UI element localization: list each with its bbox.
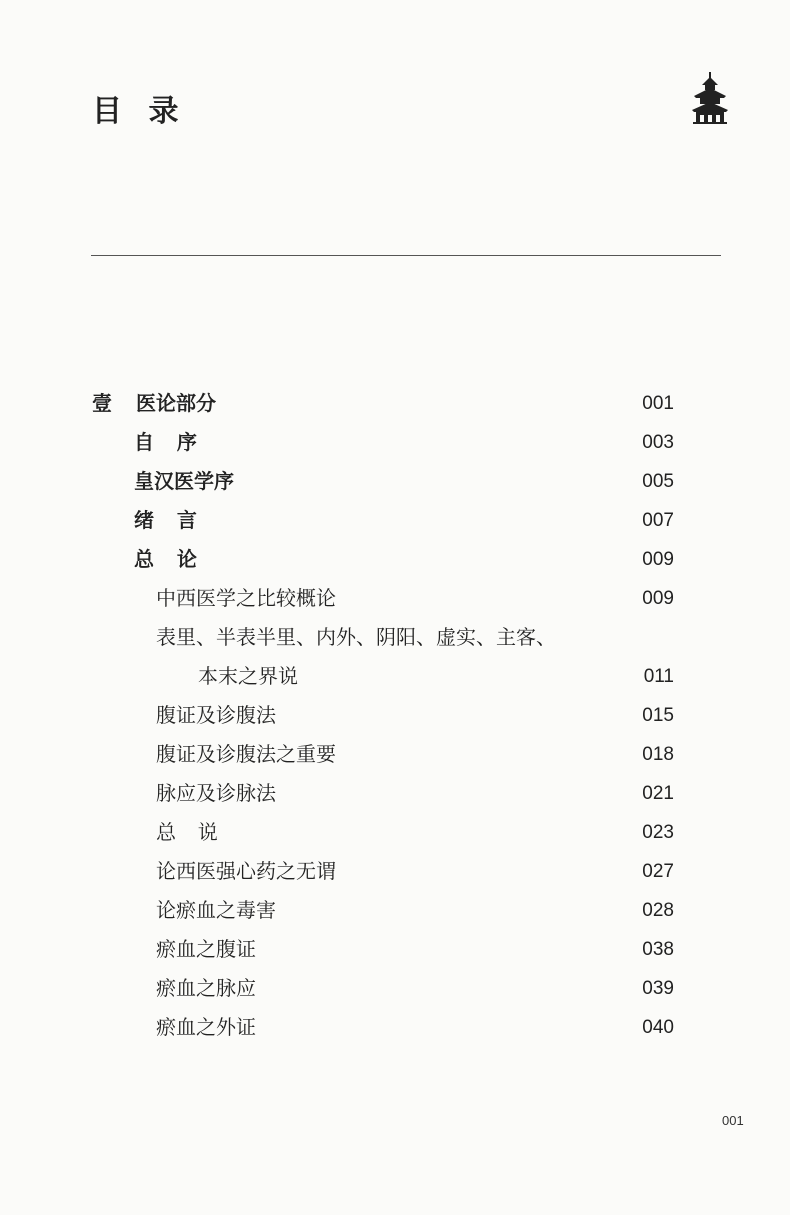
entry-label: 论瘀血之毒害 <box>156 898 276 922</box>
entry-label: 本末之界说 <box>198 664 298 688</box>
toc-entry[interactable] <box>0 540 790 579</box>
toc-entry[interactable] <box>0 618 790 657</box>
entry-label: 腹证及诊腹法 <box>156 703 276 727</box>
toc-entry[interactable] <box>0 423 790 462</box>
entry-label: 总 说 <box>156 820 221 844</box>
entry-page: 038 <box>642 939 674 960</box>
toc-entry[interactable] <box>0 813 790 852</box>
entry-label: 皇汉医学序 <box>134 469 234 493</box>
entry-label: 瘀血之腹证 <box>156 937 256 961</box>
pagoda-icon <box>690 72 730 124</box>
toc-entry[interactable] <box>0 696 790 735</box>
entry-page: 018 <box>642 744 674 765</box>
toc-entry[interactable] <box>0 852 790 891</box>
entry-label: 自 序 <box>134 430 200 454</box>
toc-entry[interactable] <box>0 501 790 540</box>
page-number: 001 <box>722 1113 744 1128</box>
toc-entry[interactable] <box>0 1008 790 1047</box>
toc-entry[interactable] <box>0 579 790 618</box>
part-label: 医论部分 <box>136 391 216 415</box>
entry-label: 表里、半表半里、内外、阴阳、虚实、主客、 <box>156 625 556 649</box>
entry-label: 瘀血之外证 <box>156 1015 256 1039</box>
entry-page: 023 <box>642 822 674 843</box>
part-number: 壹 <box>92 391 112 415</box>
toc-entry[interactable] <box>0 657 790 696</box>
toc-entry[interactable] <box>0 774 790 813</box>
toc-entry[interactable] <box>0 930 790 969</box>
title-divider <box>91 255 721 256</box>
entry-page: 003 <box>642 432 674 453</box>
entry-page: 039 <box>642 978 674 999</box>
entry-page: 005 <box>642 471 674 492</box>
entry-label: 腹证及诊腹法之重要 <box>156 742 336 766</box>
toc-entry[interactable] <box>0 891 790 930</box>
entry-label: 中西医学之比较概论 <box>156 586 336 610</box>
entry-page: 007 <box>642 510 674 531</box>
toc-entry[interactable] <box>0 969 790 1008</box>
entry-page: 009 <box>642 549 674 570</box>
entry-label: 脉应及诊脉法 <box>156 781 276 805</box>
toc-entry[interactable] <box>0 462 790 501</box>
entry-page: 011 <box>643 666 674 687</box>
entry-page: 021 <box>642 783 674 804</box>
entry-page: 028 <box>642 900 674 921</box>
part-page: 001 <box>642 393 674 414</box>
entry-label: 总 论 <box>134 547 200 571</box>
entry-label: 论西医强心药之无谓 <box>156 859 336 883</box>
entry-page: 040 <box>642 1017 674 1038</box>
entry-label: 瘀血之脉应 <box>156 976 256 1000</box>
toc-title: 目 录 <box>92 94 187 129</box>
toc-part-row[interactable] <box>0 384 790 423</box>
entry-page: 015 <box>642 705 674 726</box>
toc-entry[interactable] <box>0 735 790 774</box>
entry-page: 027 <box>642 861 674 882</box>
entry-label: 绪 言 <box>134 508 200 532</box>
entry-page: 009 <box>642 588 674 609</box>
